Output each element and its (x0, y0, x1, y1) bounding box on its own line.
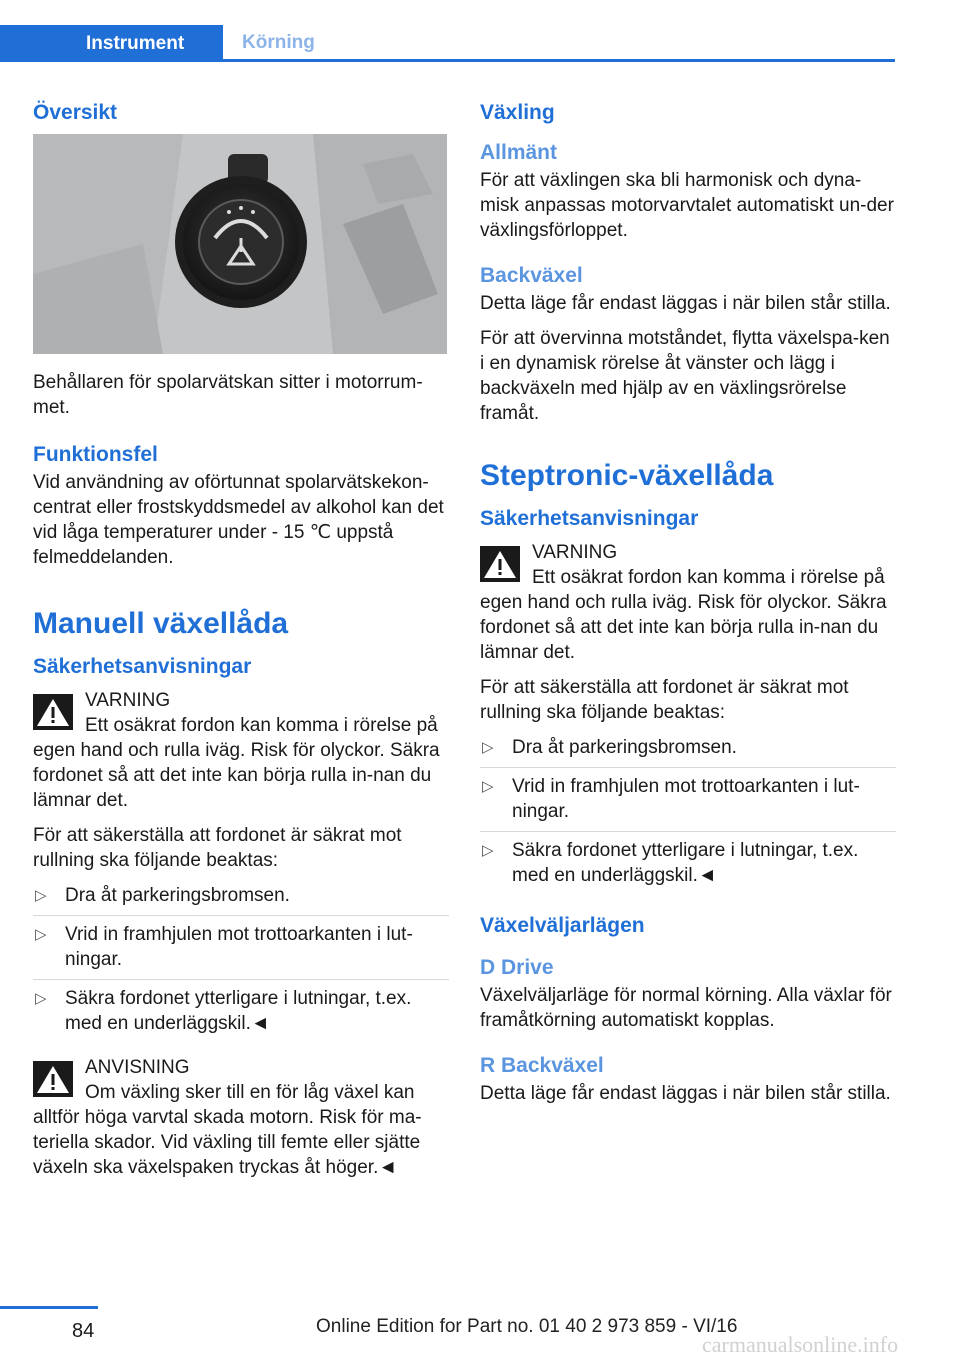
left-column (33, 96, 449, 1190)
heading-steptronic: Steptronic-växellåda (480, 459, 774, 492)
backvaxel-text-2: För att övervinna motståndet, flytta växelspa-ken i en dynamisk rörelse åt vänster och lägg i backväxeln med hjälp av en växlingsrörelse framåt. (480, 328, 890, 424)
footer-rule (0, 1306, 98, 1309)
note-block-left (33, 1055, 449, 1180)
warning-triangle-icon (33, 1061, 73, 1097)
heading-manuell-vaxellada: Manuell växellåda (33, 607, 289, 640)
chapter-tabbar (0, 25, 895, 62)
tab-instrument[interactable]: Instrument (0, 25, 223, 62)
tab-korning[interactable]: Körning (242, 32, 315, 53)
watermark: carmanualsonline.info (702, 1332, 899, 1357)
heading-r-backvaxel: R Backväxel (480, 1054, 604, 1077)
warning-triangle-icon (480, 546, 520, 582)
heading-vaxelvaljarlagen: Växelväljarlägen (480, 914, 645, 937)
rollaway-list-right (480, 735, 896, 895)
list-item: ▷ Säkra fordonet ytterligare i lutningar, t.ex. med en underläggskil.◄ (482, 840, 859, 886)
list-item: ▷ Vrid in framhjulen mot trottoarkanten i lut-ningar. (480, 774, 896, 832)
triangle-bullet-icon: ▷ (35, 926, 47, 943)
washer-reservoir-photo (33, 134, 447, 354)
warning-text: Ett osäkrat fordon kan komma i rörelse på egen hand och rulla iväg. Risk för olyckor. Säkra fordonet så att det inte kan börja rulla in-nan du lämnar det. (33, 715, 440, 811)
warning-block-left (33, 688, 449, 813)
list-item: ▷ Dra åt parkeringsbromsen. (480, 735, 896, 768)
d-drive-text: Växelväljarläge för normal körning. Alla växlar för framåtkörning automatiskt kopplas. (480, 985, 892, 1031)
triangle-bullet-icon: ▷ (35, 990, 47, 1007)
heading-oversikt: Översikt (33, 101, 118, 124)
heading-d-drive: D Drive (480, 956, 554, 979)
rollaway-intro-left: För att säkerställa att fordonet är säkrat mot rullning ska följande beaktas: (33, 825, 402, 871)
page-number: 84 (72, 1320, 95, 1342)
list-item: ▷ Vrid in framhjulen mot trottoarkanten i lut-ningar. (33, 922, 449, 980)
rollaway-list-left (33, 883, 449, 1043)
heading-sakerhetsanvisningar-left: Säkerhetsanvisningar (33, 655, 252, 678)
r-backvaxel-text: Detta läge får endast läggas i när bilen står stilla. (480, 1083, 891, 1104)
heading-sakerhetsanvisningar-right: Säkerhetsanvisningar (480, 507, 699, 530)
heading-allmant: Allmänt (480, 141, 558, 164)
triangle-bullet-icon: ▷ (35, 887, 47, 904)
right-column (480, 96, 896, 1116)
edition-line: Online Edition for Part no. 01 40 2 973 859 - VI/16 (316, 1316, 738, 1337)
note-label: ANVISNING (85, 1057, 190, 1078)
warning-block-right (480, 540, 896, 665)
heading-backvaxel: Backväxel (480, 264, 583, 287)
warning-label: VARNING (85, 690, 171, 711)
heading-funktionsfel: Funktionsfel (33, 443, 158, 466)
note-text: Om växling sker till en för låg växel kan alltför höga varvtal skada motorn. Risk för ma-teriella skador. Vid växling till femte eller sjätte växeln ska växelspaken tryckas åt höger.◄ (33, 1082, 422, 1178)
washer-cap-illustration (33, 134, 447, 354)
list-item: ▷ Dra åt parkeringsbromsen. (33, 883, 449, 916)
allmant-text: För att växlingen ska bli harmonisk och dyna-misk anpassas motorvarvtalet automatiskt un-der växlingsförloppet. (480, 170, 894, 241)
rollaway-intro-right: För att säkerställa att fordonet är säkrat mot rullning ska följande beaktas: (480, 677, 849, 723)
funktionsfel-text: Vid användning av oförtunnat spolarvätskekon-centrat eller frostskyddsmedel av alkohol kan det vid låga temperaturer under - 15 ℃ uppstå felmeddelanden. (33, 472, 444, 568)
triangle-bullet-icon: ▷ (482, 842, 494, 859)
triangle-bullet-icon: ▷ (482, 739, 494, 756)
list-item: ▷ Säkra fordonet ytterligare i lutningar, t.ex. med en underläggskil.◄ (35, 988, 412, 1034)
warning-triangle-icon (33, 694, 73, 730)
header-rule (0, 59, 895, 62)
warning-label: VARNING (532, 542, 618, 563)
triangle-bullet-icon: ▷ (482, 778, 494, 795)
heading-vaxling: Växling (480, 101, 555, 124)
photo-caption: Behållaren för spolarvätskan sitter i motorrum-met. (33, 372, 423, 418)
backvaxel-text-1: Detta läge får endast läggas i när bilen står stilla. (480, 293, 891, 314)
warning-text: Ett osäkrat fordon kan komma i rörelse på egen hand och rulla iväg. Risk för olyckor. Säkra fordonet så att det inte kan börja rulla in-nan du lämnar det. (480, 567, 887, 663)
